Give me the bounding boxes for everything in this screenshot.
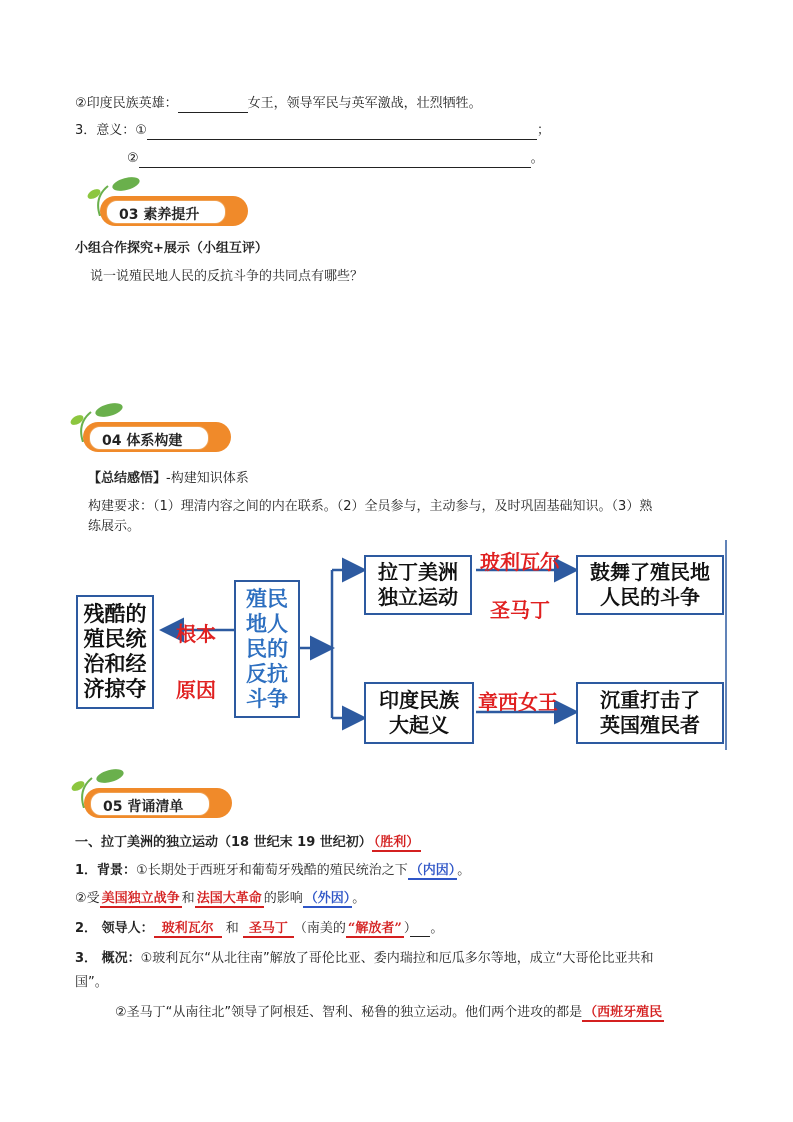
hero-line: ②印度民族英雄： 女王，领导军民与英军激战，壮烈牺牲。 bbox=[75, 96, 482, 111]
cause-label: 原因 bbox=[176, 678, 216, 702]
latam-box: 拉丁美洲 独立运动 bbox=[364, 555, 472, 615]
section-04-badge bbox=[65, 402, 235, 462]
requirements-line-2: 练展示。 bbox=[88, 519, 141, 534]
section-05-badge bbox=[66, 768, 236, 828]
center-box: 殖民 地人 民的 反抗 斗争 bbox=[234, 580, 300, 718]
leaders-line: 2． 领导人： 玻利瓦尔 和 圣马丁 （南美的 “解放者” ） 。 bbox=[75, 921, 444, 936]
requirements-line-1: 构建要求：（1）理清内容之间的内在联系。（2）全员参与，主动参与，及时巩固基础知识。（3）熟 bbox=[88, 499, 653, 514]
section-03-title: 03 素养提升 bbox=[119, 207, 200, 223]
background-line-2: ②受 美国独立战争 和 法国大革命 的影响 （外因） 。 bbox=[75, 891, 366, 906]
section-04-title: 04 体系构建 bbox=[102, 433, 183, 449]
meaning-blank-1[interactable] bbox=[147, 125, 537, 140]
summary-heading: 【总结感悟】-构建知识体系 bbox=[88, 471, 249, 486]
left-cause-box: 残酷的 殖民统 治和经 济掠夺 bbox=[76, 595, 154, 709]
sanmartin-label: 圣马丁 bbox=[490, 598, 550, 622]
meaning-line-2: ② 。 bbox=[127, 151, 544, 166]
hero-blank[interactable] bbox=[178, 98, 248, 113]
section-03-badge bbox=[82, 176, 252, 236]
overview-line-1b: 国”。 bbox=[75, 975, 108, 990]
latam-heading: 一、拉丁美洲的独立运动（18 世纪末 19 世纪初） （胜利） bbox=[75, 835, 420, 850]
section-03-subtitle: 小组合作探究+展示（小组互评） bbox=[75, 241, 268, 256]
result-box-1: 鼓舞了殖民地 人民的斗争 bbox=[576, 555, 724, 615]
knowledge-diagram bbox=[66, 540, 728, 750]
bolivar-label: 玻利瓦尔 bbox=[480, 550, 560, 574]
overview-line-1: 3． 概况：①玻利瓦尔“从北往南”解放了哥伦比亚、委内瑞拉和厄瓜多尔等地，成立“大哥伦比亚共和 bbox=[75, 951, 654, 966]
section-05-title: 05 背诵清单 bbox=[103, 799, 184, 815]
india-box: 印度民族 大起义 bbox=[364, 682, 474, 744]
overview-line-2: ②圣马丁“从南往北”领导了阿根廷、智利、秘鲁的独立运动。他们两个进攻的都是 （西班牙殖民 bbox=[115, 1005, 663, 1020]
meaning-blank-2[interactable] bbox=[139, 153, 531, 168]
meaning-line-1: 3．意义：① ； bbox=[75, 123, 550, 138]
zhangxi-label: 章西女王 bbox=[478, 690, 558, 714]
result-box-2: 沉重打击了 英国殖民者 bbox=[576, 682, 724, 744]
section-03-question: 说一说殖民地人民的反抗斗争的共同点有哪些？ bbox=[90, 269, 364, 284]
root-label: 根本 bbox=[176, 622, 216, 646]
background-line-1: 1．背景：①长期处于西班牙和葡萄牙残酷的殖民统治之下 （内因） 。 bbox=[75, 863, 471, 878]
